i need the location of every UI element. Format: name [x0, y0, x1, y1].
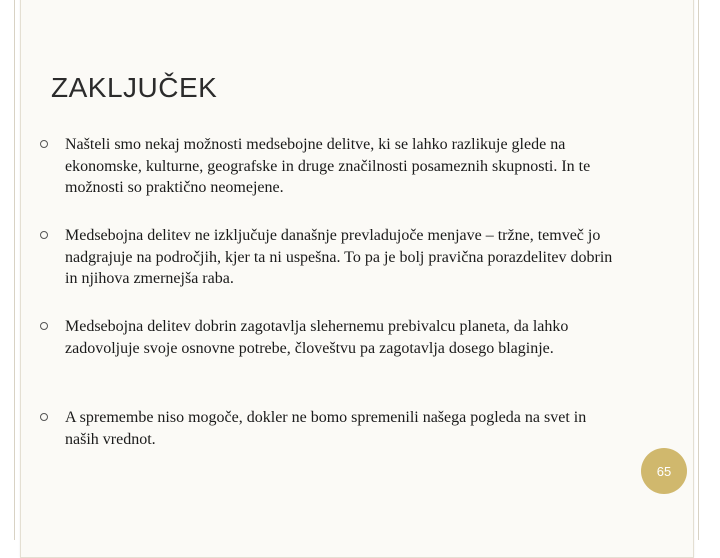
bullet-text: Medsebojna delitev ne izključuje današnje prevladujoče menjave – tržne, temveč jo nadgrajuje na področjih, kjer ta ni uspešna. To pa je bolj pravična porazdelitev dobrin in njihova zmernejša raba. — [65, 227, 613, 287]
right-border-line — [698, 0, 699, 540]
page-number-badge: 65 — [641, 448, 687, 494]
bullet-text: Našteli smo nekaj možnosti medsebojne delitve, ki se lahko razlikuje glede na ekonomske, kulturne, geografske in druge značilnosti posameznih skupnosti. In te možnosti so praktično neomejene. — [65, 136, 591, 196]
bullet-text: A spremembe niso mogoče, dokler ne bomo spremenili našega pogleda na svet in naših vrednot. — [65, 409, 587, 448]
slide-title: ZAKLJUČEK — [51, 72, 218, 103]
bullet-circle-icon — [40, 322, 48, 330]
bullet-text: Medsebojna delitev dobrin zagotavlja slehernemu prebivalcu planeta, da lahko zadovoljuje svoje osnovne potrebe, človeštvu pa zagotavlja dosego blaginje. — [65, 318, 569, 357]
bullet-circle-icon — [40, 140, 48, 148]
left-border-line — [14, 0, 15, 540]
bullet-circle-icon — [40, 413, 48, 421]
bullet-circle-icon — [40, 231, 48, 239]
